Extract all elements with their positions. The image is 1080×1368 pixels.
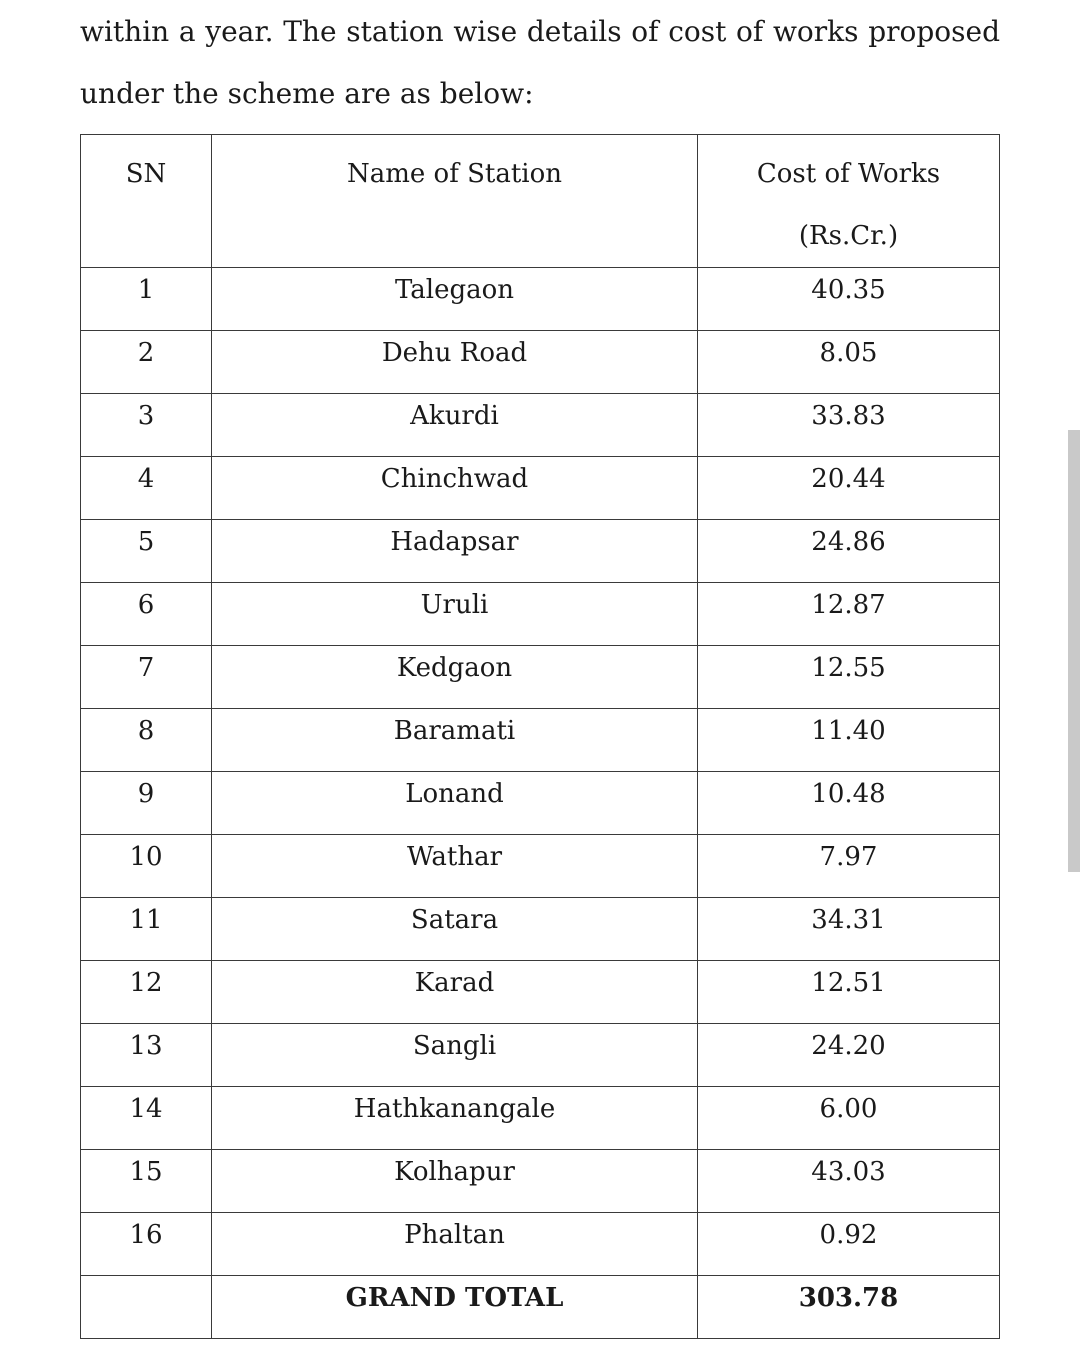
cell-station-name xyxy=(212,331,698,394)
cell-station-name-text: Kedgaon xyxy=(396,653,513,683)
cell-station-name xyxy=(212,772,698,835)
cell-cost xyxy=(698,583,1000,646)
cell-cost-text: 12.87 xyxy=(811,590,886,620)
cell-sn-text: 1 xyxy=(137,275,155,305)
cell-sn xyxy=(81,520,212,583)
table-row xyxy=(81,331,1000,394)
cell-cost xyxy=(698,1213,1000,1276)
cell-cost xyxy=(698,520,1000,583)
cell-station-name-text: Phaltan xyxy=(404,1220,505,1250)
cell-cost xyxy=(698,268,1000,331)
cell-sn xyxy=(81,1150,212,1213)
table-row xyxy=(81,772,1000,835)
cell-cost-text: 12.55 xyxy=(811,653,886,683)
cell-cost xyxy=(698,331,1000,394)
table-row xyxy=(81,583,1000,646)
cell-cost xyxy=(698,646,1000,709)
cell-cost xyxy=(698,394,1000,457)
cell-cost-text: 7.97 xyxy=(819,842,878,872)
cell-sn xyxy=(81,961,212,1024)
cell-station-name xyxy=(212,709,698,772)
table-row xyxy=(81,268,1000,331)
table-row xyxy=(81,1213,1000,1276)
grand-total-sn-cell xyxy=(81,1276,212,1339)
header-cost-unit: (Rs.Cr.) xyxy=(798,221,899,251)
cell-station-name-text: Chinchwad xyxy=(380,464,529,494)
cell-sn-text: 3 xyxy=(137,401,155,431)
cell-station-name xyxy=(212,583,698,646)
cell-cost-text: 10.48 xyxy=(811,779,886,809)
cell-sn-text: 6 xyxy=(137,590,155,620)
cell-cost-text: 0.92 xyxy=(819,1220,878,1250)
grand-total-row xyxy=(81,1276,1000,1339)
cell-station-name-text: Lonand xyxy=(405,779,504,809)
cell-station-name xyxy=(212,1150,698,1213)
grand-total-value-cell xyxy=(698,1276,1000,1339)
cell-cost-text: 33.83 xyxy=(811,401,886,431)
cell-sn-text: 15 xyxy=(129,1157,163,1187)
cell-sn xyxy=(81,1213,212,1276)
cell-station-name xyxy=(212,268,698,331)
cell-station-name xyxy=(212,898,698,961)
cell-sn-text: 8 xyxy=(137,716,155,746)
table-row xyxy=(81,646,1000,709)
cell-sn-text: 4 xyxy=(137,464,155,494)
cell-sn xyxy=(81,331,212,394)
cell-cost-text: 43.03 xyxy=(811,1157,886,1187)
cell-sn xyxy=(81,898,212,961)
cell-cost xyxy=(698,961,1000,1024)
cell-sn xyxy=(81,1087,212,1150)
cell-station-name-text: Hathkanangale xyxy=(353,1094,556,1124)
cell-station-name xyxy=(212,1024,698,1087)
grand-total-value: 303.78 xyxy=(798,1283,899,1313)
cell-sn xyxy=(81,583,212,646)
cell-station-name-text: Hadapsar xyxy=(390,527,519,557)
cell-sn-text: 2 xyxy=(137,338,155,368)
cell-cost xyxy=(698,1087,1000,1150)
cell-cost xyxy=(698,709,1000,772)
cell-sn-text: 12 xyxy=(129,968,163,998)
cell-station-name-text: Kolhapur xyxy=(394,1157,515,1187)
cell-sn-text: 16 xyxy=(129,1220,163,1250)
paragraph-line-2: under the scheme are as below: xyxy=(80,77,534,110)
cell-sn xyxy=(81,457,212,520)
table-row xyxy=(81,1150,1000,1213)
cell-sn xyxy=(81,835,212,898)
cell-station-name xyxy=(212,961,698,1024)
header-sn-label: SN xyxy=(125,159,167,189)
table-row xyxy=(81,709,1000,772)
cell-station-name-text: Baramati xyxy=(393,716,516,746)
header-name xyxy=(212,135,698,268)
table-row xyxy=(81,1024,1000,1087)
cell-cost xyxy=(698,772,1000,835)
cell-station-name xyxy=(212,835,698,898)
cell-station-name-text: Sangli xyxy=(412,1031,497,1061)
cell-station-name-text: Talegaon xyxy=(394,275,515,305)
cell-cost-text: 20.44 xyxy=(811,464,886,494)
cell-station-name xyxy=(212,1213,698,1276)
cell-cost-text: 11.40 xyxy=(811,716,886,746)
table-row xyxy=(81,835,1000,898)
cell-station-name-text: Satara xyxy=(410,905,499,935)
table-row xyxy=(81,1087,1000,1150)
table-row xyxy=(81,961,1000,1024)
cell-sn-text: 9 xyxy=(137,779,155,809)
cell-station-name xyxy=(212,646,698,709)
cell-cost-text: 8.05 xyxy=(819,338,878,368)
cell-cost-text: 12.51 xyxy=(811,968,886,998)
header-cost-label: Cost of Works xyxy=(756,159,941,189)
scrollbar-thumb[interactable] xyxy=(1068,430,1080,872)
cell-station-name-text: Uruli xyxy=(420,590,489,620)
grand-total-label-cell xyxy=(212,1276,698,1339)
cell-sn xyxy=(81,772,212,835)
cell-cost-text: 6.00 xyxy=(819,1094,878,1124)
cell-cost-text: 40.35 xyxy=(811,275,886,305)
cell-cost xyxy=(698,835,1000,898)
table-header-row xyxy=(81,135,1000,268)
header-sn xyxy=(81,135,212,268)
cell-cost-text: 34.31 xyxy=(811,905,886,935)
header-name-label: Name of Station xyxy=(346,159,563,189)
cell-sn xyxy=(81,268,212,331)
cell-cost xyxy=(698,457,1000,520)
cell-sn-text: 11 xyxy=(129,905,163,935)
cell-cost xyxy=(698,898,1000,961)
cell-station-name xyxy=(212,1087,698,1150)
cell-cost xyxy=(698,1150,1000,1213)
cell-sn-text: 13 xyxy=(129,1031,163,1061)
cell-station-name xyxy=(212,457,698,520)
cell-station-name xyxy=(212,520,698,583)
table-row xyxy=(81,394,1000,457)
cell-sn-text: 14 xyxy=(129,1094,163,1124)
cell-cost xyxy=(698,1024,1000,1087)
paragraph-line-1: within a year. The station wise details of cost of works proposed xyxy=(80,15,1000,48)
cell-station-name-text: Karad xyxy=(414,968,495,998)
cell-sn xyxy=(81,709,212,772)
cell-cost-text: 24.86 xyxy=(811,527,886,557)
cell-cost-text: 24.20 xyxy=(811,1031,886,1061)
cell-sn xyxy=(81,394,212,457)
cell-sn-text: 7 xyxy=(137,653,155,683)
cell-station-name xyxy=(212,394,698,457)
table-row xyxy=(81,898,1000,961)
cell-station-name-text: Wathar xyxy=(406,842,503,872)
cell-sn-text: 5 xyxy=(137,527,155,557)
cell-station-name-text: Akurdi xyxy=(410,401,499,431)
table-row xyxy=(81,520,1000,583)
grand-total-label: GRAND TOTAL xyxy=(345,1283,564,1313)
station-cost-table xyxy=(80,134,1000,1339)
header-cost xyxy=(698,135,1000,268)
table-row xyxy=(81,457,1000,520)
cell-sn-text: 10 xyxy=(129,842,163,872)
cell-station-name-text: Dehu Road xyxy=(381,338,528,368)
cell-sn xyxy=(81,1024,212,1087)
cell-sn xyxy=(81,646,212,709)
